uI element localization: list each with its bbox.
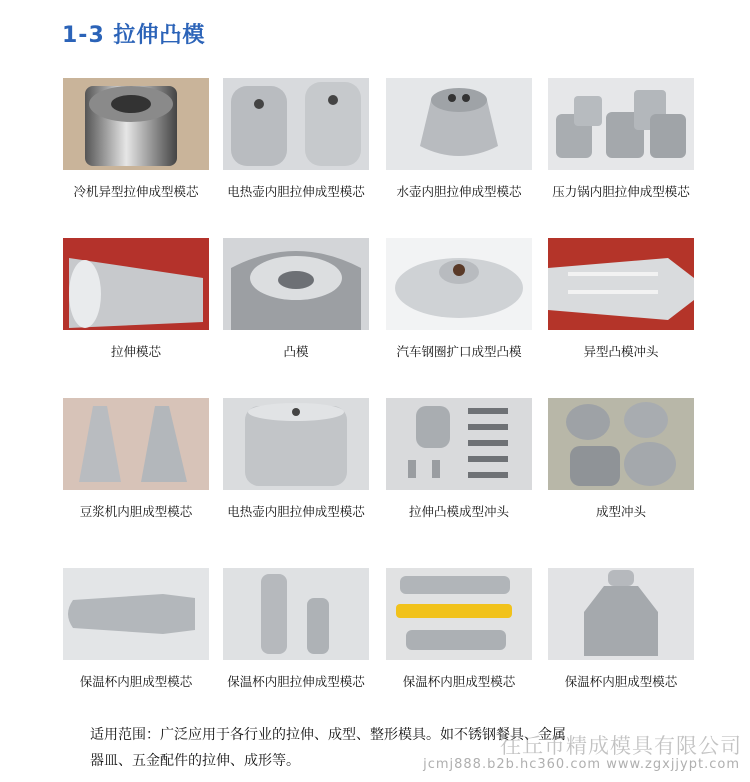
product-caption: 凸模: [283, 344, 309, 359]
product-photo: [386, 78, 532, 170]
product-caption: 保温杯内胆成型模芯: [402, 674, 516, 689]
footer-line-2: 器皿、五金配件的拉伸、成形等。: [90, 753, 300, 769]
product-photo: [548, 78, 694, 170]
product-photo: [548, 238, 694, 330]
product-caption: 成型冲头: [595, 504, 646, 519]
product-photo: [548, 398, 694, 490]
product-photo: [63, 568, 209, 660]
product-caption: 电热壶内胆拉伸成型模芯: [227, 504, 365, 519]
product-caption: 压力锅内胆拉伸成型模芯: [552, 184, 690, 199]
product-photo: [63, 78, 209, 170]
watermark-company: 往丘市精成模具有限公司: [500, 734, 742, 758]
product-photo: [63, 238, 209, 330]
product-photo: [548, 568, 694, 660]
product-caption: 保温杯内胆拉伸成型模芯: [227, 674, 365, 689]
product-photo: [386, 568, 532, 660]
watermark-url-b: www.zgxjjypt.com: [606, 757, 740, 772]
product-photo: [223, 238, 369, 330]
product-caption: 冷机异型拉伸成型模芯: [73, 184, 199, 199]
product-caption: 异型凸模冲头: [583, 344, 659, 359]
product-photo: [223, 568, 369, 660]
watermark-url: [423, 757, 740, 772]
watermark-url-a: jcmj888.b2b.hc360.com: [423, 757, 602, 772]
footer-line-1: 适用范围：广泛应用于各行业的拉伸、成型、整形模具。如不锈钢餐具、金属: [90, 727, 566, 743]
product-caption: 水壶内胆拉伸成型模芯: [396, 184, 522, 199]
product-caption: 保温杯内胆成型模芯: [79, 674, 193, 689]
product-caption: 电热壶内胆拉伸成型模芯: [227, 184, 365, 199]
product-photo: [386, 398, 532, 490]
page-title: 1-3 拉伸凸模: [62, 23, 206, 48]
product-caption: 拉伸凸模成型冲头: [408, 504, 509, 519]
product-caption: 豆浆机内胆成型模芯: [79, 504, 193, 519]
product-photo: [223, 78, 369, 170]
product-caption: 汽车钢圈扩口成型凸模: [396, 344, 522, 359]
product-photo: [223, 398, 369, 490]
product-caption: 拉伸模芯: [110, 344, 161, 359]
product-photo: [386, 238, 532, 330]
product-photo: [63, 398, 209, 490]
product-caption: 保温杯内胆成型模芯: [564, 674, 678, 689]
